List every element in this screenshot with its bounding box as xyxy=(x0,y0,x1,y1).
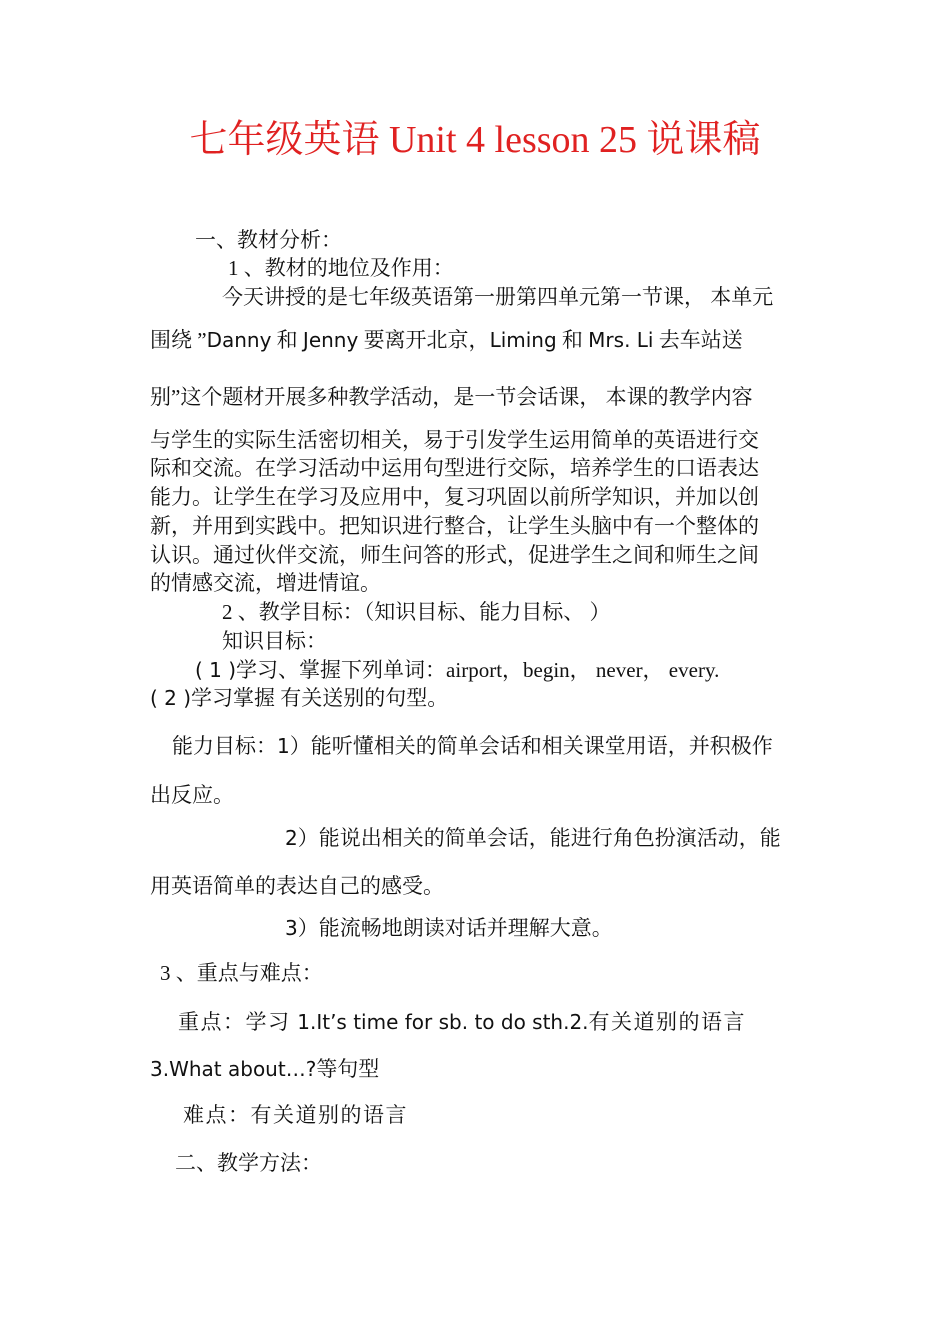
key-points-label: 重点：学习 xyxy=(178,1010,298,1034)
paragraph-line-3: 别”这个题材开展多种教学活动，是一节会话课， 本课的教学内容 xyxy=(150,385,753,409)
paragraph-text: 去车站送 xyxy=(653,328,743,352)
paragraph-line-6: 能力。让学生在学习及应用中，复习巩固以前所学知识，并加以创 xyxy=(150,485,759,509)
paragraph-line-9: 的情感交流，增进情谊。 xyxy=(150,571,381,595)
paragraph-line-2 xyxy=(150,328,743,352)
subsection-heading-key-points: 3 、重点与难点： xyxy=(160,961,323,985)
item-text: ）能听懂相关的简单会话和相关课堂用语，并积极作 xyxy=(289,734,773,758)
key-points-line-continued xyxy=(150,1057,379,1081)
difficulty-line: 难点：有关道别的语言 xyxy=(183,1103,408,1127)
page-title: 七年级英语 Unit 4 lesson 25 说课稿 xyxy=(189,119,761,161)
ability-goal-item-2-continued: 用英语简单的表达自己的感受。 xyxy=(150,874,444,898)
knowledge-goals-label: 知识目标： xyxy=(222,629,327,653)
key-sentence-pattern: 3.What about…? xyxy=(150,1057,317,1081)
key-points-text: 等句型 xyxy=(316,1057,380,1081)
item-number: 1 xyxy=(277,734,290,758)
name-liming: Liming xyxy=(489,328,557,352)
knowledge-goal-item-2 xyxy=(150,686,448,710)
ability-goal-item-1-continued: 出反应。 xyxy=(150,783,234,807)
paragraph-text: 围绕 ” xyxy=(150,328,207,352)
ability-goal-item-3 xyxy=(285,916,613,940)
paragraph-line-1: 今天讲授的是七年级英语第一册第四单元第一节课， 本单元 xyxy=(222,285,774,309)
paragraph-line-5: 际和交流。在学习活动中运用句型进行交际，培养学生的口语表达 xyxy=(150,456,759,480)
paragraph-line-4: 与学生的实际生活密切相关，易于引发学生运用简单的英语进行交 xyxy=(150,428,759,452)
item-text: 学习、掌握下列单词：airport，begin， never， every. xyxy=(236,658,720,682)
key-points-text: 有关道别的语言 xyxy=(588,1010,747,1034)
paragraph-text: 和 xyxy=(556,328,589,352)
paragraph-text: 和 xyxy=(271,328,303,352)
item-number: ( 2 ) xyxy=(150,686,192,710)
section-heading-material-analysis: 一、教材分析： xyxy=(195,228,342,252)
item-text: ）能流畅地朗读对话并理解大意。 xyxy=(297,916,613,940)
paragraph-text: 要离开北京， xyxy=(358,328,490,352)
knowledge-goal-item-1 xyxy=(195,658,719,682)
name-mrs-li: Mrs. Li xyxy=(588,328,654,352)
ability-goal-item-1 xyxy=(172,734,773,758)
item-number: 3 xyxy=(285,916,298,940)
ability-goal-item-2 xyxy=(285,826,781,850)
key-points-line xyxy=(178,1010,746,1034)
paragraph-line-8: 认识。通过伙伴交流，师生问答的形式，促进学生之间和师生之间 xyxy=(150,543,759,567)
item-number: 2 xyxy=(285,826,298,850)
item-text: 学习掌握 有关送别的句型。 xyxy=(191,686,449,710)
subsection-heading-teaching-goals: 2 、教学目标：（知识目标、能力目标、 ） xyxy=(222,600,611,624)
ability-goals-label: 能力目标： xyxy=(172,734,277,758)
paragraph-line-7: 新，并用到实践中。把知识进行整合，让学生头脑中有一个整体的 xyxy=(150,514,759,538)
item-number: ( 1 ) xyxy=(195,658,237,682)
name-danny: Danny xyxy=(206,328,272,352)
subsection-heading-material-role: 1 、教材的地位及作用： xyxy=(228,256,454,280)
item-text: ）能说出相关的简单会话，能进行角色扮演活动，能 xyxy=(297,826,781,850)
section-heading-teaching-methods: 二、教学方法： xyxy=(175,1151,322,1175)
name-jenny: Jenny xyxy=(302,328,359,352)
key-sentence-pattern: 1.It’s time for sb. to do sth.2. xyxy=(297,1010,589,1034)
